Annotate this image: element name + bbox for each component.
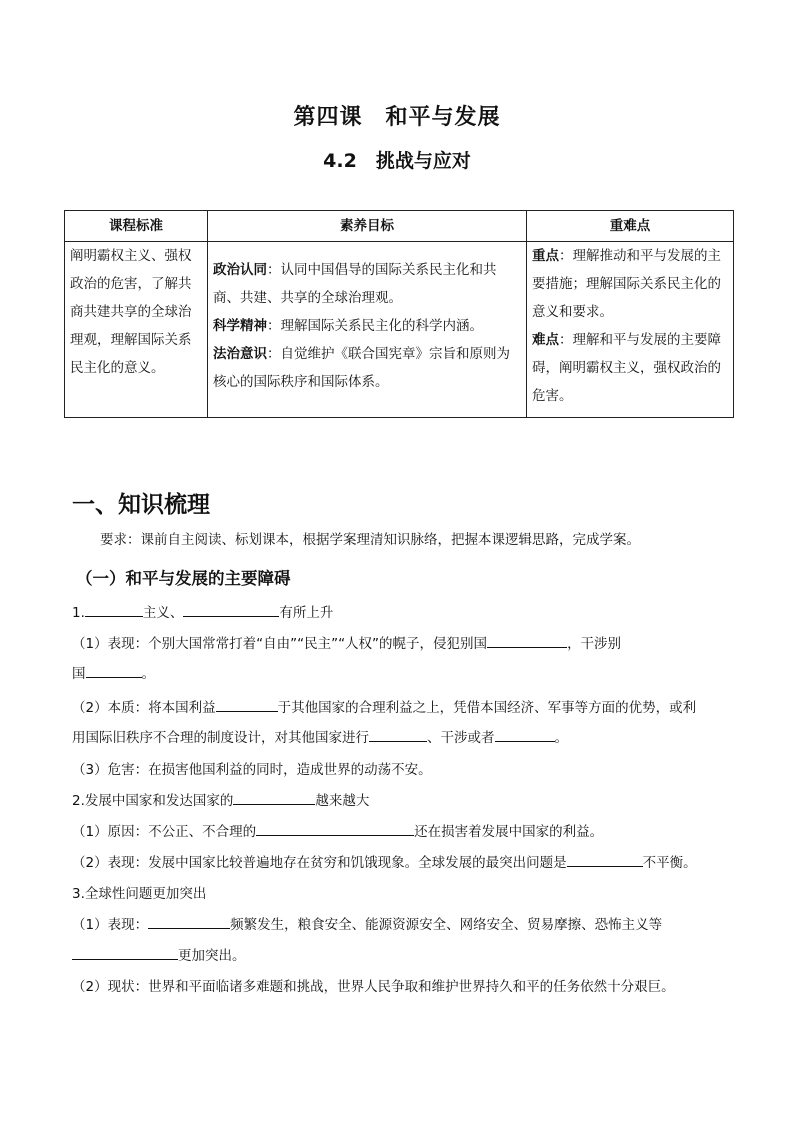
- lesson-subtitle: 4.2 挑战与应对: [323, 150, 471, 172]
- lesson-title: 第四课 和平与发展: [293, 105, 501, 130]
- text-line: [72, 913, 732, 937]
- fill-blank[interactable]: [216, 697, 278, 712]
- standard-text: 阐明霸权主义、强权政治的危害，了解共商共建共享的全球治理观，理解国际关系民主化的意义。: [70, 248, 192, 376]
- text-line: （3）危害：在损害他国利益的同时，造成世界的动荡不安。: [72, 762, 432, 778]
- goal-text: ：认同中国倡导的国际关系民主化和共商、共建、共享的全球治理观。: [213, 262, 497, 306]
- goal-text: ：理解国际关系民主化的科学内涵。: [267, 318, 483, 334]
- line-text: 更加突出。: [178, 948, 246, 964]
- key-point-item: [532, 326, 728, 410]
- goals-cell: [208, 242, 527, 418]
- text-line: [72, 662, 732, 686]
- table-body-row: [65, 242, 734, 418]
- fill-blank[interactable]: [86, 663, 142, 678]
- text-line: [72, 820, 732, 844]
- goal-item: [213, 256, 521, 312]
- fill-blank[interactable]: [369, 727, 427, 742]
- goal-label: 法治意识: [213, 346, 267, 362]
- goal-label: 科学精神: [213, 318, 267, 334]
- text-line: [72, 632, 732, 656]
- table-header-row: [65, 211, 734, 242]
- line-text: 主义、: [142, 605, 184, 621]
- line-text: （1）表现：: [72, 917, 149, 933]
- text-line: 3.全球性问题更加突出: [72, 886, 207, 902]
- line-text: （1）原因：不公正、不合理的: [72, 824, 257, 840]
- text-line: （2）现状：世界和平面临诸多难题和挑战，世界人民争取和维护世界持久和平的任务依然十分艰巨。: [72, 979, 675, 995]
- key-point-text: ：理解推动和平与发展的主要措施；理解国际关系民主化的意义和要求。: [532, 248, 721, 320]
- curriculum-table: [64, 210, 734, 418]
- line-text: 不平衡。: [642, 855, 697, 871]
- fill-blank[interactable]: [72, 945, 178, 960]
- text-line: [72, 851, 732, 875]
- line-text: ，干涉别: [567, 636, 622, 652]
- text-line: [72, 944, 732, 968]
- line-text: 于其他国家的合理利益之上，凭借本国经济、军事等方面的优势，或利: [277, 700, 697, 716]
- fill-blank[interactable]: [85, 602, 143, 617]
- fill-blank[interactable]: [487, 633, 567, 648]
- line-text: 2.发展中国家和发达国家的: [72, 793, 234, 809]
- text-line: [72, 696, 732, 720]
- line-text: 。: [554, 730, 568, 746]
- line-text: 还在损害着发展中国家的利益。: [414, 824, 604, 840]
- line-text: （2）表现：发展中国家比较普遍地存在贫穷和饥饿现象。全球发展的最突出问题是: [72, 855, 567, 871]
- key-point-label: 难点: [532, 332, 559, 348]
- key-points-cell: [527, 242, 734, 418]
- header-key-points: 重难点: [527, 211, 734, 242]
- fill-blank[interactable]: [256, 821, 414, 836]
- text-line: [72, 726, 732, 750]
- line-text: 用国际旧秩序不合理的制度设计，对其他国家进行: [72, 730, 369, 746]
- line-text: 。: [141, 666, 155, 682]
- line-text: （1）表现：个别大国常常打着“自由”“民主”“人权”的幌子，侵犯别国: [72, 636, 488, 652]
- text-line: [72, 789, 732, 813]
- line-text: （2）本质：将本国利益: [72, 700, 216, 716]
- goal-item: [213, 340, 521, 396]
- line-text: 有所上升: [279, 605, 334, 621]
- line-text: 、干涉或者: [427, 730, 495, 746]
- fill-blank[interactable]: [148, 914, 230, 929]
- standard-cell: [65, 242, 208, 418]
- line-text: 频繁发生，粮食安全、能源资源安全、网络安全、贸易摩擦、恐怖主义等: [230, 917, 663, 933]
- fill-blank[interactable]: [233, 790, 315, 805]
- key-point-text: ：理解和平与发展的主要障碍，阐明霸权主义，强权政治的危害。: [532, 332, 721, 404]
- key-point-label: 重点: [532, 248, 559, 264]
- line-text: 1.: [72, 605, 85, 621]
- key-point-item: [532, 242, 728, 326]
- goal-item: [213, 312, 521, 340]
- goal-text: ：自觉维护《联合国宪章》宗旨和原则为核心的国际秩序和国际体系。: [213, 346, 510, 390]
- fill-blank[interactable]: [567, 852, 643, 867]
- line-text: 越来越大: [315, 793, 370, 809]
- fill-blank[interactable]: [183, 602, 279, 617]
- section-heading: 一、知识梳理: [72, 492, 210, 518]
- goal-label: 政治认同: [213, 262, 267, 278]
- fill-blank[interactable]: [495, 727, 555, 742]
- header-standard: 课程标准: [65, 211, 208, 242]
- sub-heading: （一）和平与发展的主要障碍: [76, 569, 291, 588]
- header-goals: 素养目标: [208, 211, 527, 242]
- line-text: 国: [72, 666, 86, 682]
- requirement-text: 要求：课前自主阅读、标划课本，根据学案理清知识脉络，把握本课逻辑思路，完成学案。: [100, 532, 640, 548]
- text-line: [72, 601, 732, 625]
